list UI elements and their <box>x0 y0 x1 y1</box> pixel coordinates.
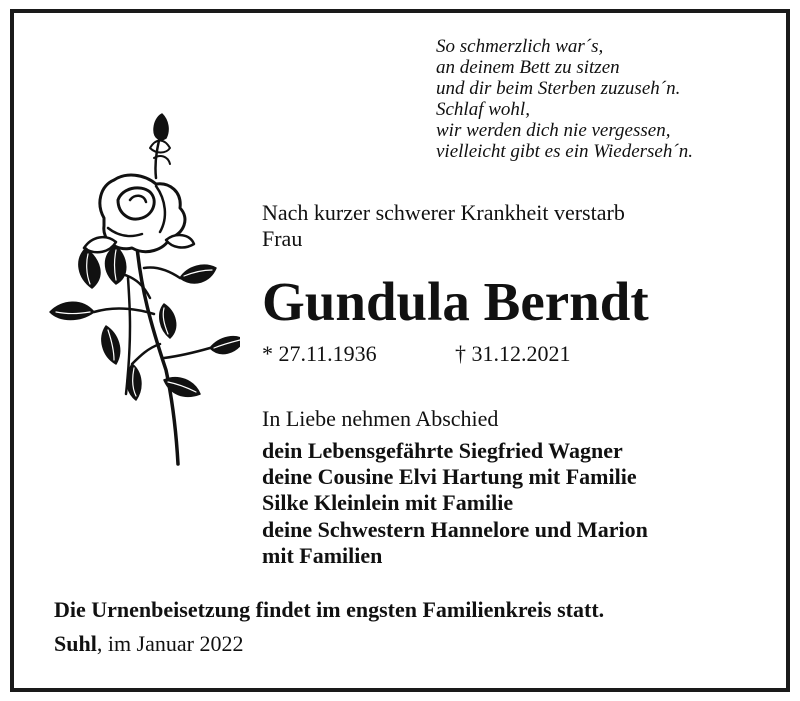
poem-line: wir werden dich nie vergessen, <box>436 120 671 141</box>
mourner: mit Familien <box>262 542 383 568</box>
place-date <box>54 631 554 657</box>
life-dates <box>262 340 762 368</box>
poem-line: vielleicht gibt es ein Wiederseh´n. <box>436 141 693 162</box>
place-month: , im Januar 2022 <box>96 631 244 656</box>
death-date: † 31.12.2021 <box>455 341 571 366</box>
farewell-text: In Liebe nehmen Abschied <box>262 406 499 431</box>
deceased-name: Gundula Berndt <box>262 271 649 332</box>
poem-line: und dir beim Sterben zuzuseh´n. <box>436 78 681 99</box>
mourner: deine Schwestern Hannelore und Marion <box>262 516 648 542</box>
mourner: dein Lebensgefährte Siegfried Wagner <box>262 438 623 463</box>
funeral-notice: Die Urnenbeisetzung findet im engsten Familienkreis statt. <box>54 597 605 622</box>
intro-text <box>262 200 762 252</box>
poem-line: So schmerzlich war´s, <box>436 36 604 57</box>
mourner: Silke Kleinlein mit Familie <box>262 490 514 516</box>
intro-line: Nach kurzer schwerer Krankheit verstarb <box>262 200 625 225</box>
poem <box>436 36 766 162</box>
place-town: Suhl <box>54 631 97 656</box>
poem-line: Schlaf wohl, <box>436 99 530 120</box>
birth-date: * 27.11.1936 <box>262 341 377 366</box>
intro-salutation: Frau <box>262 226 303 251</box>
mourner: deine Cousine Elvi Hartung mit Familie <box>262 464 637 490</box>
poem-line: an deinem Bett zu sitzen <box>436 57 620 78</box>
mourners-list <box>262 438 772 569</box>
rose-icon <box>44 108 240 472</box>
